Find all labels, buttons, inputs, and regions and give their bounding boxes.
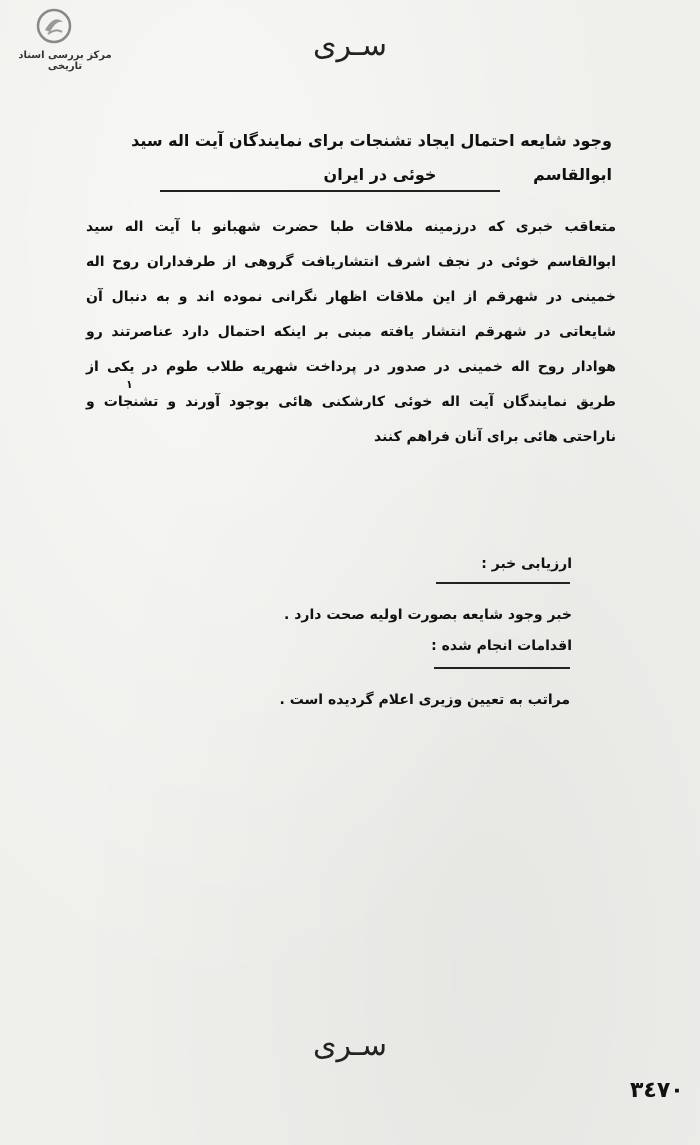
classification-top: سـری bbox=[313, 28, 387, 63]
body-paragraph: متعاقب خبری که درزمینه ملاقات طبا حضرت شهبانو با آیت اله سید ابوالقاسم خوئی در نجف اشرف انتشاریافت گروهی از طرفداران روح اله خمینی در شهرقم از این ملاقات اظهار نگرانی نموده اند و به دنبال آن شایعاتی در شهرقم انتشار یافته مبنی بر اینکه احتمال دارد عناصرتند رو هوادار روح اله خمینی در صدور در پرداخت شهریه طلاب طوم در یکی از طریق نمایندگان آیت اله خوئی کارشکنی هائی بوجود آورند و تشنجات و ناراحتی هائی برای آنان فراهم کنند bbox=[86, 219, 616, 445]
document-title-line-1: وجود شایعه احتمال ایجاد تشنجات برای نمایندگان آیت اله سید ابوالقاسم bbox=[131, 131, 612, 184]
source-evaluation-label: ارزیابی خبر : bbox=[481, 556, 572, 572]
watermark-text: مرکز بررسی اسناد تاریخی bbox=[18, 50, 112, 72]
classification-bottom: سـری bbox=[313, 1028, 387, 1063]
footnote-mark: ۱ bbox=[126, 378, 133, 391]
actions-taken-label: اقدامات انجام شده : bbox=[431, 638, 572, 654]
archive-number: ۳٤۷٠ bbox=[630, 1078, 684, 1103]
source-label-underline bbox=[436, 582, 570, 584]
document-title-line-2: خوئی در ایران bbox=[323, 165, 437, 184]
title-underline bbox=[160, 190, 500, 192]
actions-label-underline bbox=[434, 667, 570, 669]
source-evaluation-text: خبر وجود شایعه بصورت اولیه صحت دارد . bbox=[284, 607, 572, 623]
closing-text: مراتب به تعیین وزیری اعلام گردیده است . bbox=[279, 692, 570, 708]
